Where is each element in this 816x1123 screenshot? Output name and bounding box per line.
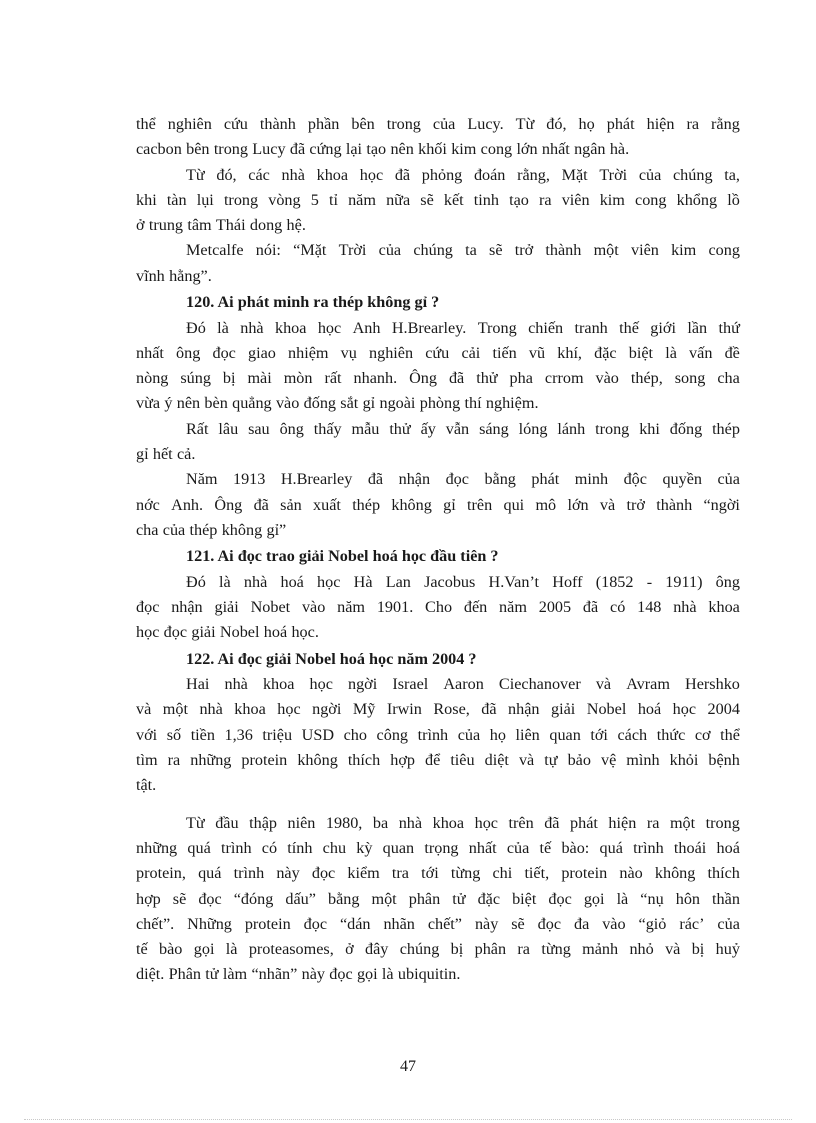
text-line: Metcalfe nói: “Mặt Trời của chúng ta sẽ trở thành một viên kim cong bbox=[186, 241, 740, 260]
text-line: tìm ra những protein không thích hợp để tiêu diệt và tự bảo vệ mình khỏi bệnh bbox=[136, 751, 740, 770]
text-line: diệt. Phân tử làm “nhãn” này đọc gọi là ubiquitin. bbox=[136, 965, 461, 984]
text-line: Từ đó, các nhà khoa học đã phỏng đoán rằng, Mặt Trời của chúng ta, bbox=[186, 165, 740, 184]
text-line: protein, quá trình này đọc kiểm tra tới từng chi tiết, protein nào không thích bbox=[136, 864, 740, 883]
text-line: nhất ông đọc giao nhiệm vụ nghiên cứu cải tiến vũ khí, đặc biệt là vấn đề bbox=[136, 343, 740, 362]
text-line: ở trung tâm Thái dong hệ. bbox=[136, 216, 306, 235]
text-line: tật. bbox=[136, 776, 157, 795]
section-heading: 120. Ai phát minh ra thép không gỉ ? bbox=[186, 293, 440, 312]
text-line: vừa ý nên bèn quẳng vào đống sắt gỉ ngoài phòng thí nghiệm. bbox=[136, 394, 539, 413]
text-line: Hai nhà khoa học ngời Israel Aaron Ciechanover và Avram Hershko bbox=[186, 675, 740, 694]
document-body bbox=[136, 112, 740, 988]
text-line: cha của thép không gỉ” bbox=[136, 520, 287, 539]
text-line: Rất lâu sau ông thấy mẫu thử ấy vẫn sáng lóng lánh trong khi đống thép bbox=[186, 419, 740, 438]
text-line: và một nhà khoa học ngời Mỹ Irwin Rose, đã nhận giải Nobel hoá học 2004 bbox=[136, 700, 740, 719]
text-line: học đọc giải Nobel hoá học. bbox=[136, 623, 319, 642]
section-heading: 122. Ai đọc giải Nobel hoá học năm 2004 ? bbox=[186, 649, 477, 668]
text-line: nòng súng bị mài mòn rất nhanh. Ông đã thử pha crrom vào thép, song cha bbox=[136, 369, 740, 388]
paragraph-spacer bbox=[136, 799, 740, 811]
text-line: Đó là nhà hoá học Hà Lan Jacobus H.Van’t Hoff (1852 - 1911) ông bbox=[186, 572, 740, 591]
text-line: đọc nhận giải Nobet vào năm 1901. Cho đến năm 2005 đã có 148 nhà khoa bbox=[136, 598, 740, 617]
text-line: thể nghiên cứu thành phần bên trong của Lucy. Từ đó, họ phát hiện ra rằng bbox=[136, 115, 740, 133]
text-line: chết”. Những protein đọc “dán nhãn chết” này sẽ đọc đa vào “giỏ rác’ của bbox=[136, 914, 740, 933]
text-line: tế bào gọi là proteasomes, ở đây chúng bị phân ra từng mảnh nhỏ và bị huỷ bbox=[136, 940, 740, 959]
text-line: Đó là nhà khoa học Anh H.Brearley. Trong chiến tranh thế giới lần thứ bbox=[186, 318, 740, 337]
section-heading: 121. Ai đọc trao giải Nobel hoá học đầu tiên ? bbox=[186, 547, 499, 566]
text-line: vĩnh hằng”. bbox=[136, 266, 212, 285]
page-number: 47 bbox=[400, 1058, 416, 1075]
text-line: Từ đầu thập niên 1980, ba nhà khoa học trên đã phát hiện ra một trong bbox=[186, 813, 740, 832]
text-line: với số tiền 1,36 triệu USD cho công trình của họ liên quan tới cách thức cơ thể bbox=[136, 725, 740, 744]
text-line: khi tàn lụi trong vòng 5 tỉ năm nữa sẽ kết tinh tạo ra viên kim cong khổng lồ bbox=[136, 190, 740, 209]
page-footer-divider bbox=[24, 1119, 792, 1120]
text-line: Năm 1913 H.Brearley đã nhận đọc bằng phát minh độc quyền của bbox=[186, 470, 740, 489]
text-line: hợp sẽ đọc “đóng dấu” bằng một phân tử đặc biệt đọc gọi là “nụ hôn thần bbox=[136, 889, 740, 908]
text-line: nớc Anh. Ông đã sản xuất thép không gỉ trên qui mô lớn và trở thành “ngời bbox=[136, 495, 740, 514]
text-line: cacbon bên trong Lucy đã cứng lại tạo nên khối kim cong lớn nhất ngân hà. bbox=[136, 140, 630, 159]
text-line: những quá trình có tính chu kỳ quan trọng nhất của tế bào: quá trình thoái hoá bbox=[136, 838, 740, 857]
text-line: gỉ hết cả. bbox=[136, 445, 196, 464]
